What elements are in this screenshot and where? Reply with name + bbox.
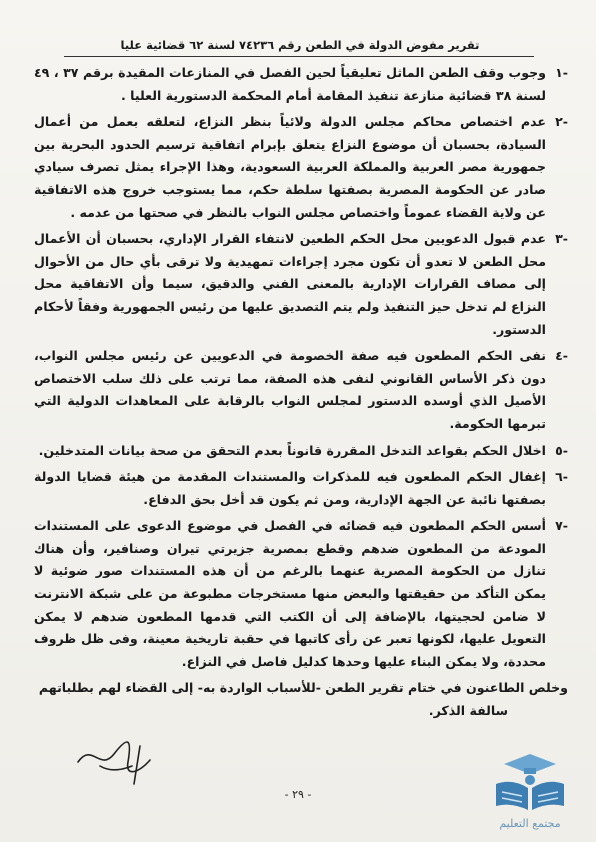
item-text: اخلال الحكم بقواعد التدخل المقررة قانوناً بعدم التحقق من صحة بيانات المتدخلين. <box>38 442 546 458</box>
item-number: -٥ <box>555 442 568 458</box>
list-item <box>34 515 568 673</box>
item-number: -٤ <box>555 348 568 364</box>
item-text: وجوب وقف الطعن الماثل تعليقياً لحين الفصل في المنازعات المقيدة برقم ٣٧ ، ٤٩ لسنة ٣٨ قضائية منازعة تنفيذ المقامة أمام المحكمة الدستورية العليا . <box>34 65 546 103</box>
item-text: عدم قبول الدعويين محل الحكم الطعين لانتفاء القرار الإداري، بحسبان أن الأعمال محل الطعن لا تعدو أن تكون مجرد إجراءات تمهيدية ولا ترقى بأي حال من الأحوال إلى مصاف القرارات الإدارية بالمعنى الفني والدقيق، سيما وأن الاتفاقية محل النزاع لم تدخل حيز التنفيذ ولم يتم التصديق عليها من رئيس الجمهورية وفقاً لأحكام الدستور. <box>34 231 546 337</box>
item-text: أسس الحكم المطعون فيه قضائه في الفصل في موضوع الدعوى على المستندات المودعة من المطعون ضدهم وقطع بمصرية جزيرتي تيران وصنافير، وأن هناك تنازل من الحكومة المصرية عنهما بالرغم من أن هذه المستندات صور ضوئية لا يمكن التأكد من حقيقتها والبعض منها مستخرجات مطبوعة من على شبكة الانترنت لا ضامن لحجيتها، بالإضافة إلى أن الكتب التي قدمها المطعون ضدهم لا يمكن التعويل عليها، لكونها تعبر عن رأى كاتبها في حقبة تاريخية معينة، وفى ظل ظروف محددة، ولا يمكن البناء عليها وحدها كدليل فاصل في النزاع. <box>34 518 546 669</box>
page-number: - ٢٩ - <box>284 788 312 801</box>
item-text: إغفال الحكم المطعون فيه للمذكرات والمستندات المقدمة من هيئة قضايا الدولة بصفتها نائبة عن الجهة الإدارية، ومن ثم يكون قد أخل بحق الدفاع. <box>34 469 546 507</box>
list-item <box>34 111 568 224</box>
header-rule <box>64 56 534 57</box>
list-item <box>34 440 568 463</box>
list-item <box>34 345 568 435</box>
closing-paragraph <box>34 677 568 722</box>
book-hat-logo-icon <box>482 748 578 816</box>
item-number: -٢ <box>555 114 568 130</box>
list-item <box>34 62 568 107</box>
item-text: عدم اختصاص محاكم مجلس الدولة ولائياً بنظر النزاع، لتعلقه بعمل من أعمال السيادة، بحسبان أن موضوع النزاع يتعلق بإبرام اتفاقية ترسيم الحدود البحرية بين جمهورية مصر العربية والمملكة العربية السعودية، وهذا الإجراء يمثل تصرف سيادي صادر عن الحكومة المصرية بصفتها سلطة حكم، مما يستوجب خروج هذه الاتفاقية عن ولاية القضاء عموماً واختصاص مجلس النواب بالنظر في صحتها من عدمه . <box>34 114 546 220</box>
item-text: نفى الحكم المطعون فيه صفة الخصومة في الدعويين عن رئيس مجلس النواب، دون ذكر الأساس القانوني لنفى هذه الصفة، مما ترتب على ذلك سلب الاختصاص الأصيل الذي أوسده الدستور لمجلس النواب بالرقابة على المعاهدات الدولية التي تبرمها الحكومة. <box>34 348 546 431</box>
page-header: تقرير مفوض الدولة في الطعن رقم ٧٤٢٣٦ لسنة ٦٢ قضائية عليا <box>120 38 480 52</box>
item-number: -٣ <box>555 231 568 247</box>
item-number: -٧ <box>555 518 568 534</box>
list-item <box>34 228 568 341</box>
logo-text: مجتمع التعليم <box>499 817 561 830</box>
closing-end: سالفة الذكر. <box>428 703 508 719</box>
list-item <box>34 466 568 511</box>
closing-text: وخلص الطاعنون في ختام تقرير الطعن -للأسباب الواردة به- إلى القضاء لهم بطلباتهم <box>38 680 568 696</box>
item-number: -١ <box>555 65 568 80</box>
signature <box>70 732 180 792</box>
item-number: -٦ <box>555 469 568 485</box>
watermark-logo <box>482 748 578 838</box>
document-body <box>34 62 568 723</box>
